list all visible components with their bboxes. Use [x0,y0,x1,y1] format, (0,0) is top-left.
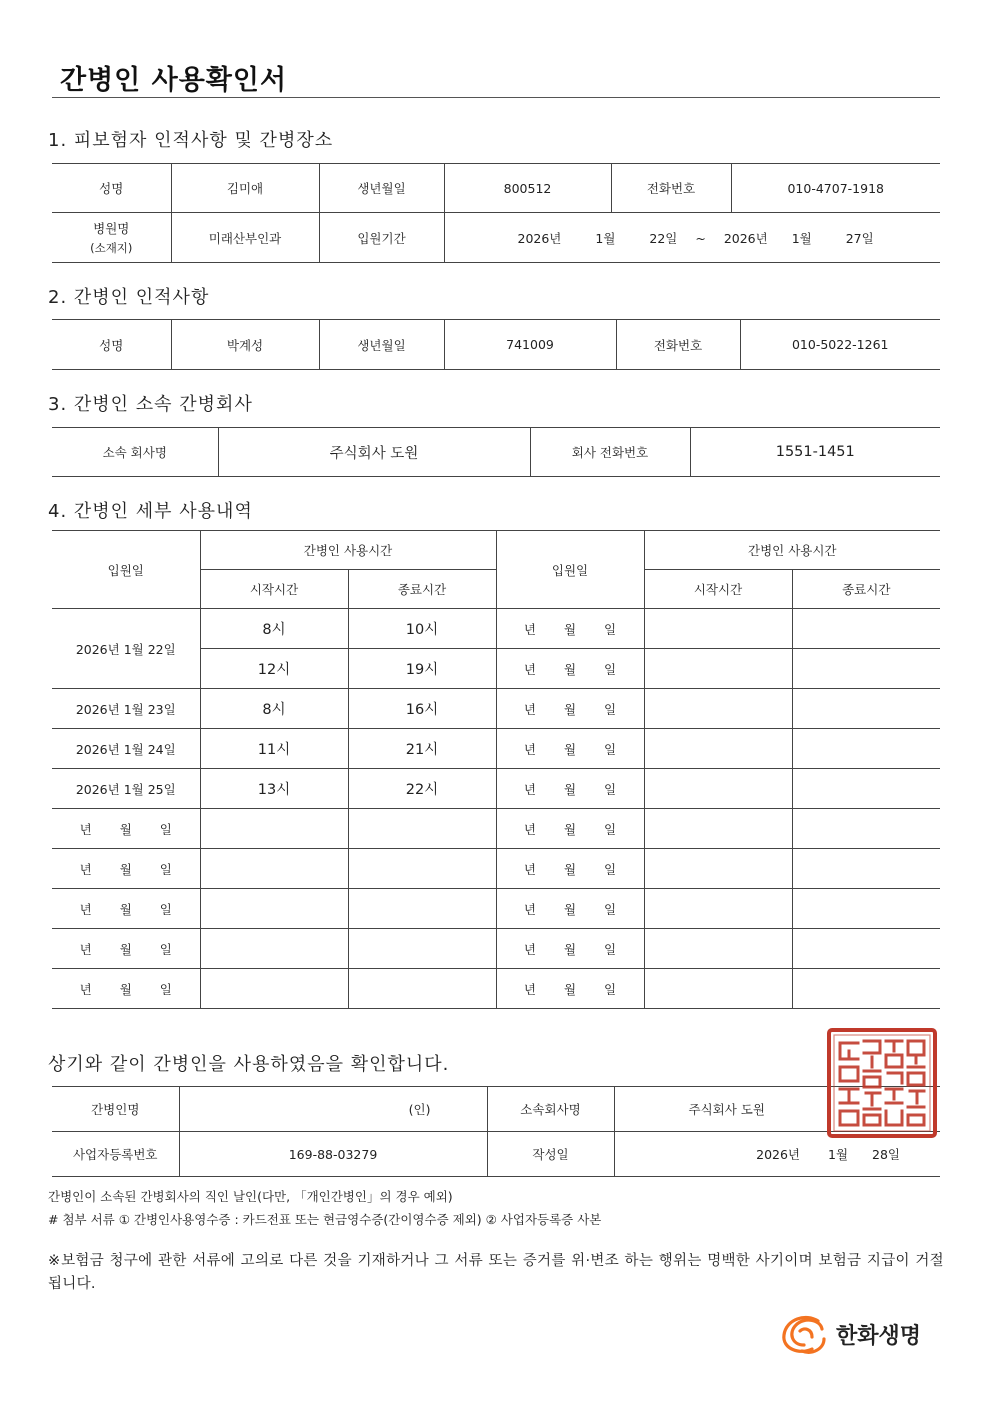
right-usage-end[interactable] [792,889,940,929]
period-start-year: 2026년 [517,230,562,246]
usage-end[interactable] [348,969,496,1009]
sign-company-label: 소속회사명 [487,1087,614,1132]
seal-mark: (인) [408,1102,431,1117]
admission-period-label: 입원기간 [319,213,444,263]
usage-table [52,530,940,1009]
table-row [52,809,940,849]
right-usage-start[interactable] [644,849,792,889]
bizno-label: 사업자등록번호 [52,1132,179,1177]
right-usage-date[interactable]: 년 월 일 [496,809,644,849]
usage-date[interactable]: 년 월 일 [52,849,200,889]
usage-date[interactable]: 년 월 일 [52,889,200,929]
insured-phone[interactable]: 010-4707-1918 [731,164,940,213]
usage-end[interactable]: 16시 [348,689,496,729]
right-usage-end[interactable] [792,689,940,729]
right-usage-date[interactable]: 년 월 일 [496,969,644,1009]
usage-end[interactable]: 21시 [348,729,496,769]
right-usage-end[interactable] [792,969,940,1009]
hospital-label-line1: 병원명 [93,221,130,236]
usage-date[interactable]: 2026년 1월 22일 [52,609,200,689]
usage-date[interactable]: 년 월 일 [52,809,200,849]
usage-date[interactable]: 2026년 1월 25일 [52,769,200,809]
caregiver-table [52,319,940,370]
fraud-warning: ※보험금 청구에 관한 서류에 고의로 다른 것을 기재하거나 그 서류 또는 증거를 위·변조 하는 행위는 명백한 사기이며 보험금 지급이 거절됩니다. [48,1253,944,1292]
usage-start[interactable]: 8시 [200,689,348,729]
insured-birth-label: 생년월일 [319,164,444,213]
caregiver-name-label: 성명 [52,320,171,370]
right-usage-start[interactable] [644,729,792,769]
hanwha-logo-icon [778,1311,830,1357]
right-start-header: 시작시간 [644,570,792,609]
written-date[interactable]: 2026년 1월 28일 [614,1132,940,1177]
usage-end[interactable]: 22시 [348,769,496,809]
right-usage-start[interactable] [644,689,792,729]
usage-date[interactable]: 2026년 1월 23일 [52,689,200,729]
usage-end[interactable] [348,849,496,889]
usage-start[interactable]: 13시 [200,769,348,809]
table-row [52,729,940,769]
admission-period[interactable] [444,213,940,263]
caregiver-phone[interactable]: 010-5022-1261 [740,320,940,370]
caregiver-birth-label: 생년월일 [319,320,444,370]
usage-start[interactable]: 8시 [200,609,348,649]
table-row [52,929,940,969]
right-usage-start[interactable] [644,889,792,929]
usage-start[interactable] [200,929,348,969]
section3-heading: 3. 간병인 소속 간병회사 [48,394,253,415]
right-usage-start[interactable] [644,809,792,849]
right-usage-end[interactable] [792,929,940,969]
period-end-year: 2026년 [723,230,768,246]
confirmation-text: 상기와 같이 간병인을 사용하였음을 확인합니다. [48,1054,450,1075]
usage-date[interactable]: 년 월 일 [52,929,200,969]
note-seal: 간병인이 소속된 간병회사의 직인 날인(다만, 「개인간병인」의 경우 예외) [48,1189,453,1204]
usage-start[interactable]: 12시 [200,649,348,689]
right-usage-date[interactable]: 년 월 일 [496,929,644,969]
bizno[interactable]: 169-88-03279 [179,1132,487,1177]
right-usage-header: 간병인 사용시간 [644,531,940,570]
usage-date[interactable]: 년 월 일 [52,969,200,1009]
right-usage-date[interactable]: 년 월 일 [496,729,644,769]
right-usage-end[interactable] [792,729,940,769]
company-name-label: 소속 회사명 [52,428,218,477]
written-date-label: 작성일 [487,1132,614,1177]
left-end-header: 종료시간 [348,570,496,609]
table-row [52,969,940,1009]
company-phone[interactable]: 1551-1451 [690,428,940,477]
logo-text: 한화생명 [836,1324,922,1349]
usage-end[interactable] [348,929,496,969]
hospital-label-line2: (소재지) [90,241,133,255]
signature-table [52,1086,940,1177]
left-start-header: 시작시간 [200,570,348,609]
table-row [52,689,940,729]
period-tilde: ~ [695,230,706,246]
caregiver-sign-label: 간병인명 [52,1087,179,1132]
left-date-header: 입원일 [52,531,200,609]
caregiver-name[interactable]: 박계성 [171,320,319,370]
title-divider [52,97,940,98]
usage-end[interactable] [348,809,496,849]
right-usage-date[interactable]: 년 월 일 [496,649,644,689]
table-row [52,769,940,809]
usage-start[interactable] [200,969,348,1009]
usage-start[interactable] [200,849,348,889]
right-usage-end[interactable] [792,769,940,809]
usage-start[interactable] [200,889,348,929]
right-usage-date[interactable]: 년 월 일 [496,769,644,809]
company-phone-label: 회사 전화번호 [530,428,690,477]
hanwha-logo [778,1311,938,1357]
period-end-month: 1월 [791,230,812,246]
usage-end[interactable]: 10시 [348,609,496,649]
left-usage-header: 간병인 사용시간 [200,531,496,570]
caregiver-birth[interactable]: 741009 [444,320,616,370]
company-table [52,427,940,477]
hospital-label [52,213,171,263]
right-usage-start[interactable] [644,929,792,969]
company-seal-stamp [826,1027,938,1139]
section2-heading: 2. 간병인 인적사항 [48,287,210,308]
hospital-name[interactable]: 미래산부인과 [171,213,319,263]
company-name[interactable]: 주식회사 도원 [218,428,530,477]
right-usage-start[interactable] [644,769,792,809]
sign-company[interactable]: 주식회사 도원 [614,1087,940,1132]
insured-name-label: 성명 [52,164,171,213]
table-row [52,609,940,649]
right-usage-date[interactable]: 년 월 일 [496,849,644,889]
period-start-day: 22일 [649,230,678,246]
right-usage-date[interactable]: 년 월 일 [496,609,644,649]
insured-birth[interactable]: 800512 [444,164,611,213]
period-end-day: 27일 [845,230,874,246]
usage-end[interactable]: 19시 [348,649,496,689]
right-usage-start[interactable] [644,649,792,689]
right-usage-date[interactable]: 년 월 일 [496,889,644,929]
caregiver-phone-label: 전화번호 [616,320,740,370]
insured-name[interactable]: 김미애 [171,164,319,213]
right-end-header: 종료시간 [792,570,940,609]
usage-start[interactable] [200,809,348,849]
right-usage-end[interactable] [792,849,940,889]
note-attachments: # 첨부 서류 ① 간병인사용영수증 : 카드전표 또는 현금영수증(간이영수증 제외) ② 사업자등록증 사본 [48,1212,602,1227]
right-usage-end[interactable] [792,609,940,649]
insured-table [52,163,940,263]
page-title: 간병인 사용확인서 [60,65,288,96]
usage-end[interactable] [348,889,496,929]
right-usage-start[interactable] [644,609,792,649]
period-start-month: 1월 [595,230,616,246]
right-date-header: 입원일 [496,531,644,609]
section1-heading: 1. 피보험자 인적사항 및 간병장소 [48,130,334,151]
usage-date[interactable]: 2026년 1월 24일 [52,729,200,769]
right-usage-end[interactable] [792,649,940,689]
right-usage-start[interactable] [644,969,792,1009]
table-row [52,849,940,889]
caregiver-sign-field[interactable] [179,1087,487,1132]
right-usage-end[interactable] [792,809,940,849]
insured-phone-label: 전화번호 [611,164,731,213]
right-usage-date[interactable]: 년 월 일 [496,689,644,729]
usage-start[interactable]: 11시 [200,729,348,769]
section4-heading: 4. 간병인 세부 사용내역 [48,501,253,522]
table-row [52,889,940,929]
